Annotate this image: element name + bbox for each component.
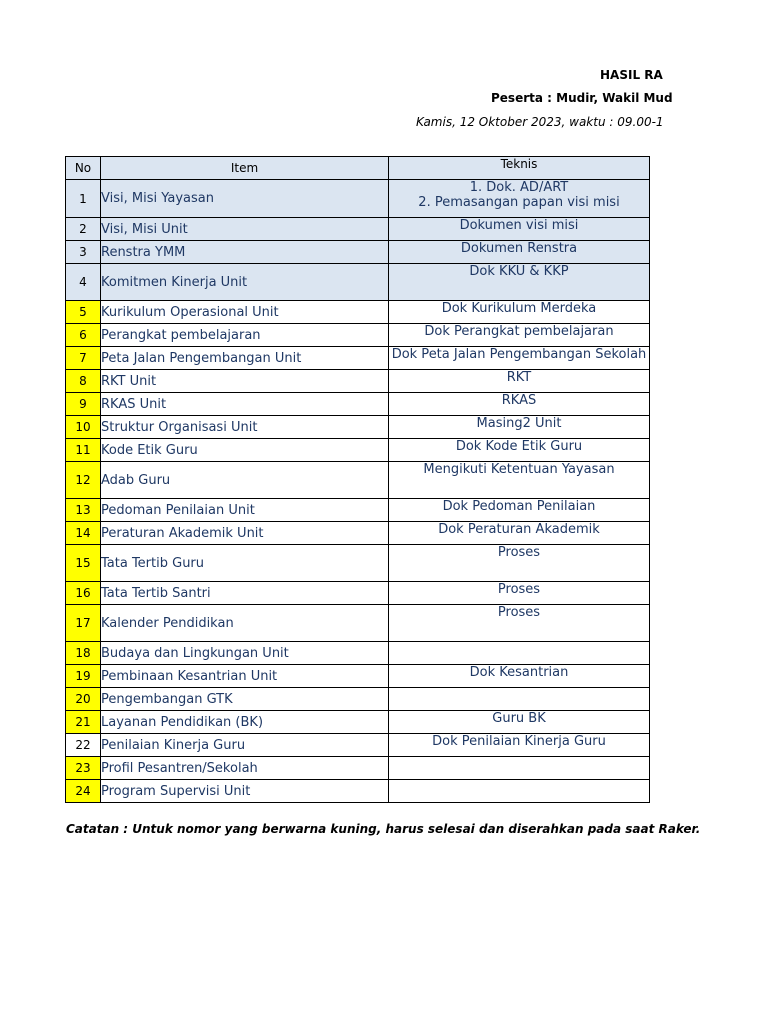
table-body: [66, 180, 650, 803]
row-number: 11: [66, 439, 101, 462]
table-row: [66, 499, 650, 522]
teknis-line: Mengikuti Ketentuan Yayasan: [423, 462, 615, 477]
teknis-line: Dok Perangkat pembelajaran: [424, 324, 614, 339]
row-item: Renstra YMM: [101, 241, 389, 264]
teknis-line: Dok Peraturan Akademik: [438, 522, 600, 537]
table-row: [66, 370, 650, 393]
teknis-line: Dok Peta Jalan Pengembangan Sekolah: [391, 347, 647, 362]
row-number: 1: [66, 180, 101, 218]
row-number: 22: [66, 734, 101, 757]
row-number: 23: [66, 757, 101, 780]
table-row: [66, 582, 650, 605]
row-teknis: [389, 499, 650, 522]
teknis-line: Dok Kesantrian: [469, 665, 569, 680]
teknis-line: RKT: [506, 370, 532, 385]
row-item: Profil Pesantren/Sekolah: [101, 757, 389, 780]
row-number: 6: [66, 324, 101, 347]
table-row: [66, 688, 650, 711]
row-teknis: [389, 780, 650, 803]
row-teknis: [389, 545, 650, 582]
row-number: 4: [66, 264, 101, 301]
row-teknis: [389, 393, 650, 416]
row-teknis: [389, 439, 650, 462]
table-header-row: [66, 157, 650, 180]
teknis-line: Guru BK: [492, 711, 546, 726]
teknis-line: Proses: [497, 605, 541, 620]
table-row: [66, 301, 650, 324]
row-item: Visi, Misi Unit: [101, 218, 389, 241]
table-row: [66, 324, 650, 347]
row-item: RKAS Unit: [101, 393, 389, 416]
teknis-line: Dok Kurikulum Merdeka: [441, 301, 597, 316]
row-number: 12: [66, 462, 101, 499]
column-header-no: No: [66, 157, 101, 180]
column-header-teknis: Teknis: [389, 157, 650, 180]
teknis-line: Dokumen visi misi: [459, 218, 579, 233]
row-item: Visi, Misi Yayasan: [101, 180, 389, 218]
table-row: [66, 522, 650, 545]
table-row: [66, 605, 650, 642]
row-number: 5: [66, 301, 101, 324]
teknis-line: RKAS: [501, 393, 537, 408]
row-teknis: [389, 642, 650, 665]
row-teknis: [389, 370, 650, 393]
footnote: Catatan : Untuk nomor yang berwarna kuning, harus selesai dan diserahkan pada saat Raker.: [66, 822, 701, 836]
row-item: Adab Guru: [101, 462, 389, 499]
row-teknis: [389, 218, 650, 241]
table-row: [66, 439, 650, 462]
table-row: [66, 218, 650, 241]
row-teknis: [389, 711, 650, 734]
row-teknis: [389, 301, 650, 324]
teknis-line: Dok Penilaian Kinerja Guru: [432, 734, 606, 749]
row-item: Pedoman Penilaian Unit: [101, 499, 389, 522]
row-number: 16: [66, 582, 101, 605]
table-row: [66, 393, 650, 416]
row-number: 9: [66, 393, 101, 416]
row-item: Kalender Pendidikan: [101, 605, 389, 642]
table-row: [66, 241, 650, 264]
row-item: Pengembangan GTK: [101, 688, 389, 711]
teknis-line: 1. Dok. AD/ART: [469, 180, 569, 195]
table-row: [66, 545, 650, 582]
table-row: [66, 665, 650, 688]
row-number: 3: [66, 241, 101, 264]
teknis-line: Masing2 Unit: [476, 416, 562, 431]
row-teknis: [389, 522, 650, 545]
teknis-line: Proses: [497, 582, 541, 597]
row-item: RKT Unit: [101, 370, 389, 393]
row-teknis: [389, 324, 650, 347]
document-title: HASIL RA: [600, 68, 663, 82]
row-number: 17: [66, 605, 101, 642]
row-number: 24: [66, 780, 101, 803]
row-teknis: [389, 462, 650, 499]
table-row: [66, 180, 650, 218]
row-item: Layanan Pendidikan (BK): [101, 711, 389, 734]
row-teknis: [389, 582, 650, 605]
teknis-line: 2. Pemasangan papan visi misi: [418, 195, 620, 210]
raker-table: [65, 156, 650, 803]
teknis-line: Dok KKU & KKP: [469, 264, 569, 279]
teknis-line: Proses: [497, 545, 541, 560]
row-teknis: [389, 416, 650, 439]
table-row: [66, 711, 650, 734]
table-row: [66, 734, 650, 757]
row-item: Perangkat pembelajaran: [101, 324, 389, 347]
table-row: [66, 642, 650, 665]
row-item: Budaya dan Lingkungan Unit: [101, 642, 389, 665]
participants-line: Peserta : Mudir, Wakil Mud: [491, 91, 673, 105]
table-row: [66, 462, 650, 499]
row-teknis: [389, 180, 650, 218]
row-number: 19: [66, 665, 101, 688]
row-item: Struktur Organisasi Unit: [101, 416, 389, 439]
table-row: [66, 264, 650, 301]
row-item: Tata Tertib Santri: [101, 582, 389, 605]
row-item: Peta Jalan Pengembangan Unit: [101, 347, 389, 370]
teknis-line: Dok Pedoman Penilaian: [442, 499, 596, 514]
row-teknis: [389, 605, 650, 642]
row-number: 14: [66, 522, 101, 545]
row-item: Penilaian Kinerja Guru: [101, 734, 389, 757]
row-number: 18: [66, 642, 101, 665]
row-teknis: [389, 757, 650, 780]
row-item: Komitmen Kinerja Unit: [101, 264, 389, 301]
row-teknis: [389, 264, 650, 301]
column-header-item: Item: [101, 157, 389, 180]
row-item: Peraturan Akademik Unit: [101, 522, 389, 545]
table-row: [66, 757, 650, 780]
row-item: Kurikulum Operasional Unit: [101, 301, 389, 324]
row-item: Tata Tertib Guru: [101, 545, 389, 582]
row-number: 7: [66, 347, 101, 370]
row-teknis: [389, 665, 650, 688]
row-number: 10: [66, 416, 101, 439]
row-item: Pembinaan Kesantrian Unit: [101, 665, 389, 688]
row-teknis: [389, 347, 650, 370]
teknis-line: Dokumen Renstra: [460, 241, 578, 256]
row-teknis: [389, 734, 650, 757]
teknis-line: Dok Kode Etik Guru: [455, 439, 583, 454]
table-row: [66, 780, 650, 803]
row-number: 15: [66, 545, 101, 582]
table-row: [66, 347, 650, 370]
row-number: 13: [66, 499, 101, 522]
datetime-line: Kamis, 12 Oktober 2023, waktu : 09.00-1: [416, 115, 664, 129]
row-number: 20: [66, 688, 101, 711]
row-number: 8: [66, 370, 101, 393]
row-number: 21: [66, 711, 101, 734]
row-teknis: [389, 241, 650, 264]
row-item: Kode Etik Guru: [101, 439, 389, 462]
table-row: [66, 416, 650, 439]
row-item: Program Supervisi Unit: [101, 780, 389, 803]
row-teknis: [389, 688, 650, 711]
row-number: 2: [66, 218, 101, 241]
